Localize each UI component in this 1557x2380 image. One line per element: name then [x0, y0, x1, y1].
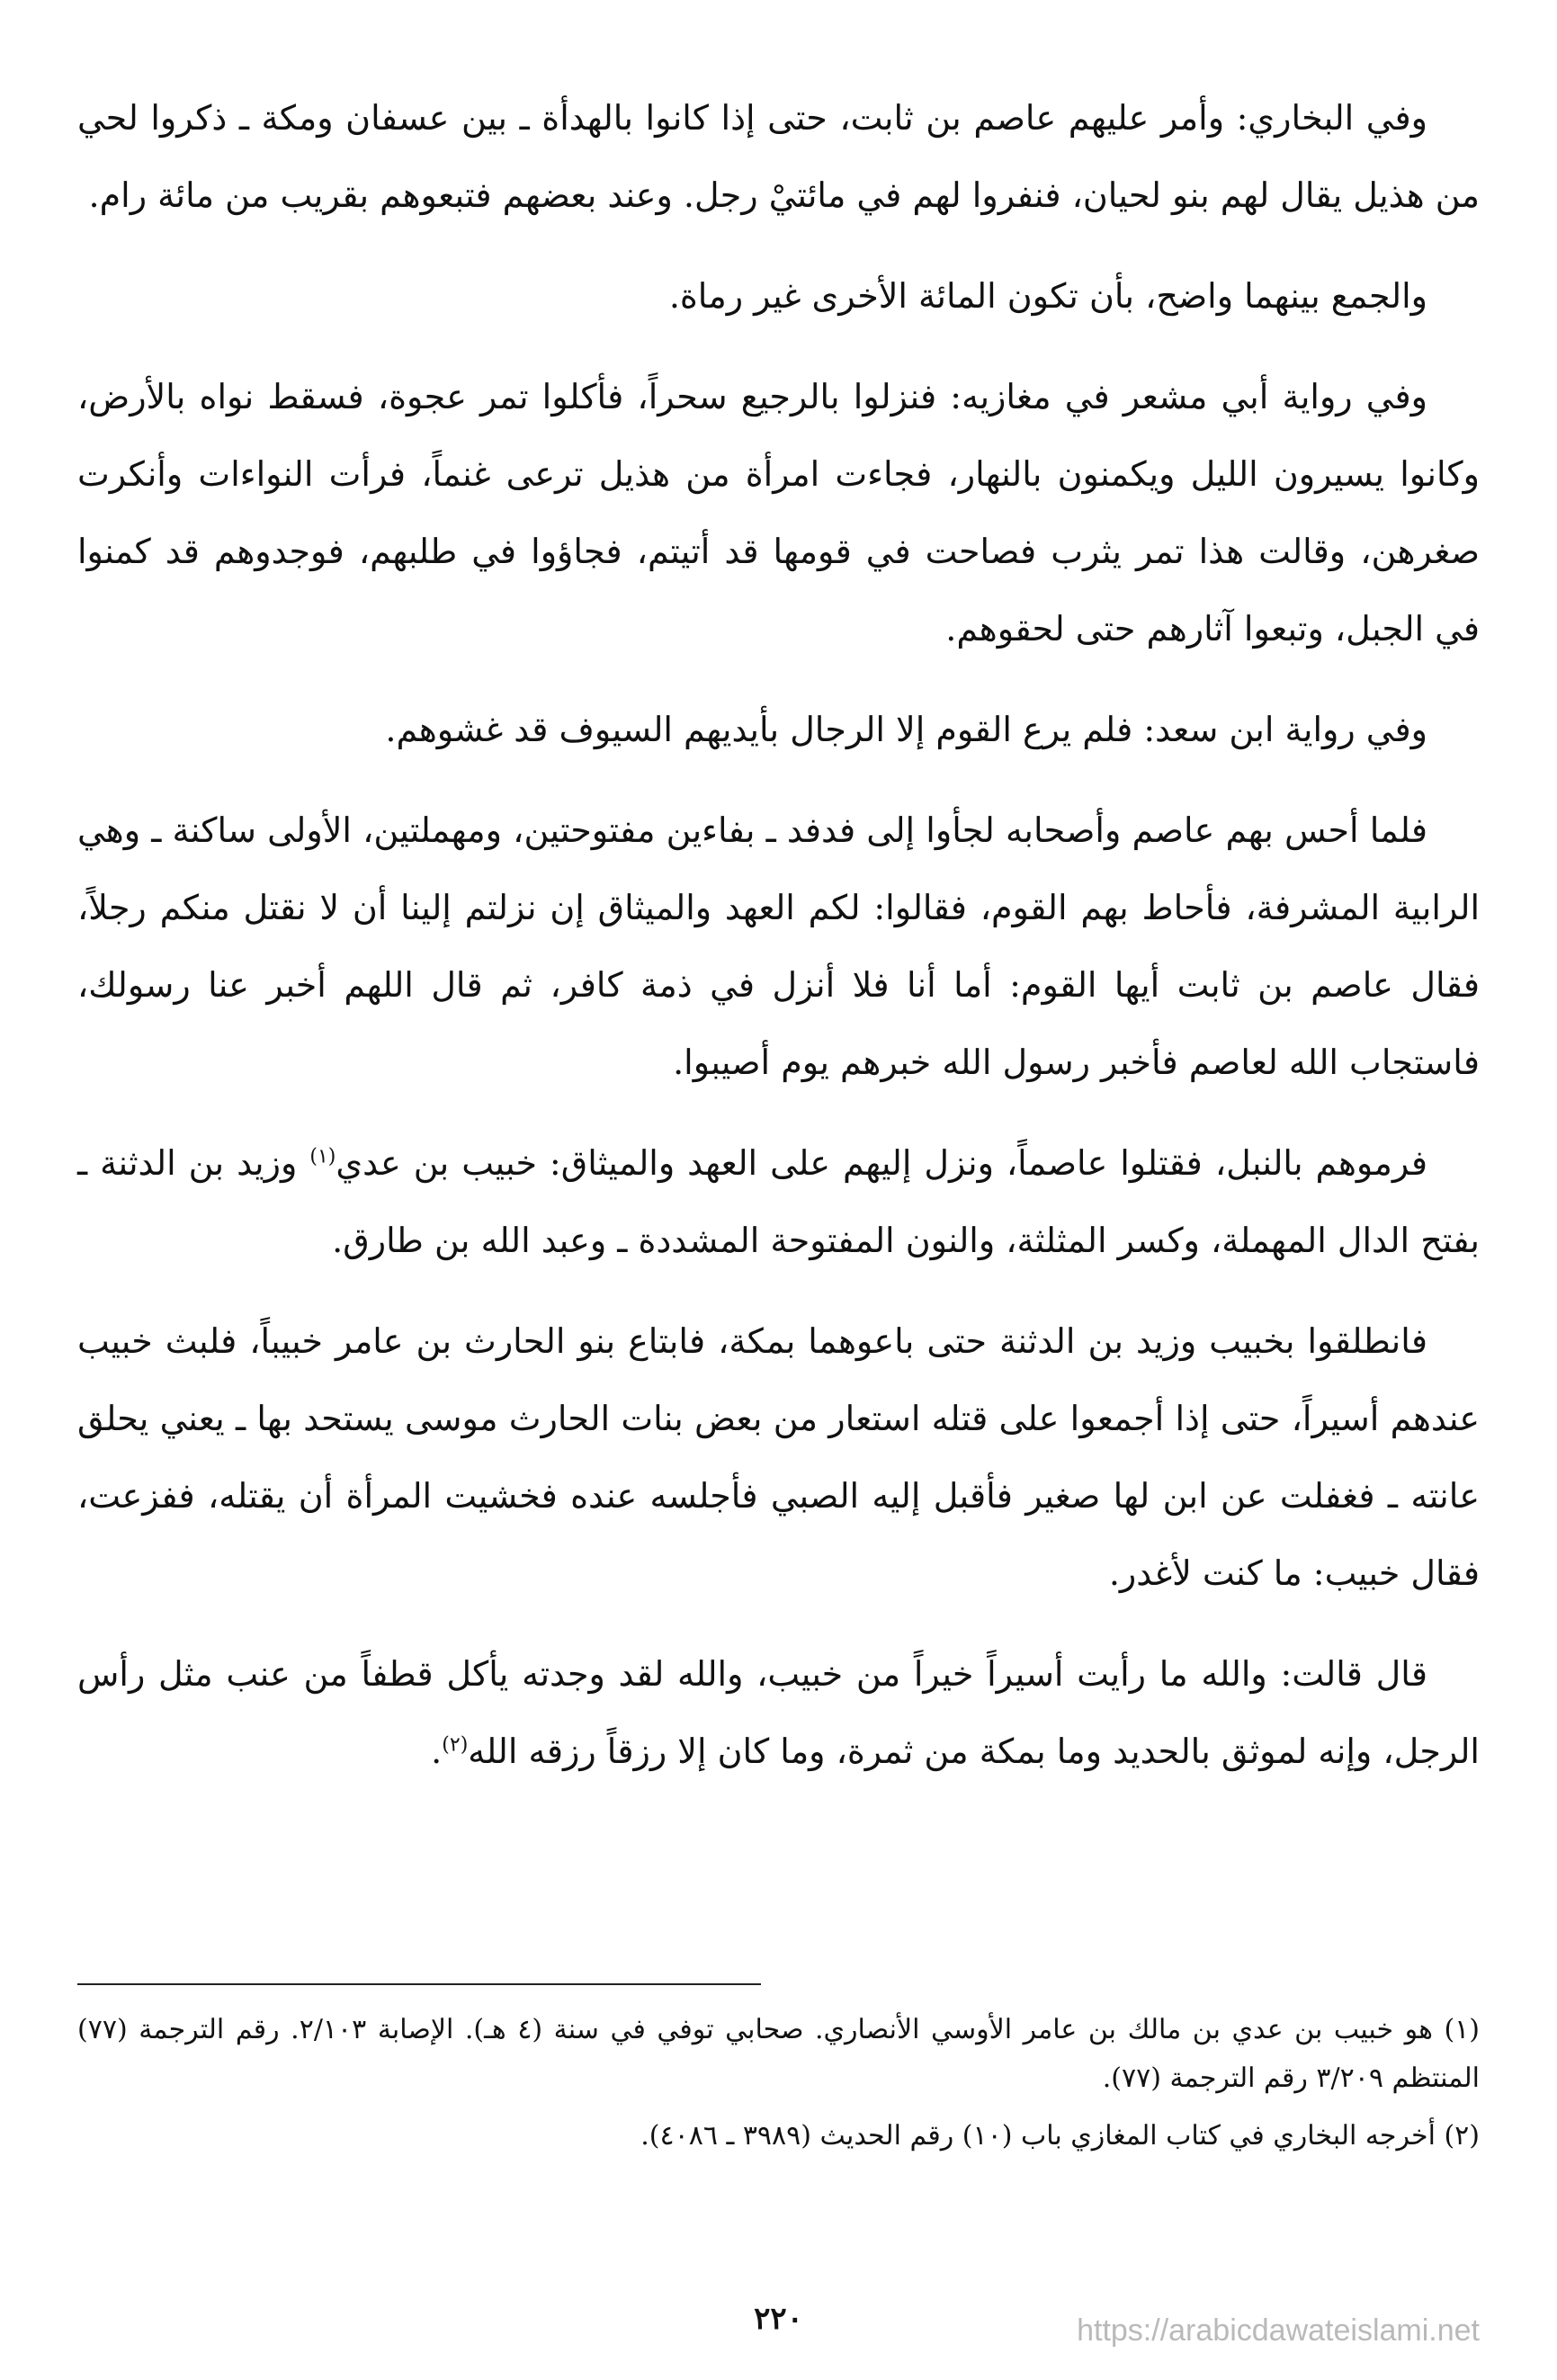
paragraph-bukhari: وفي البخاري: وأمر عليهم عاصم بن ثابت، حتى إذا كانوا بالهدأة ـ بين عسفان ومكة ـ ذكروا لحي من هذيل يقال لهم بنو لحيان، فنفروا لهم في مائتيْ رجل. وعند بعضهم فتبعوهم بقريب من مائة رام.	[77, 98, 1480, 215]
paragraph-ibn-saad: وفي رواية ابن سعد: فلم يرع القوم إلا الرجال بأيديهم السيوف قد غشوهم.	[385, 710, 1427, 749]
paragraph-grapes-text: قال قالت: والله ما رأيت أسيراً خيراً من خبيب، والله لقد وجدته يأكل قطفاً من عنب مثل رأس الرجل، وإنه لموثق بالحديد وما بمكة من ثمرة، وما كان إلا رزقاً رزقه الله	[77, 1654, 1480, 1771]
paragraph-grapes	[77, 1635, 1480, 1790]
paragraph-abu-mashar: وفي رواية أبي مشعر في مغازيه: فنزلوا بالرجيع سحراً، فأكلوا تمر عجوة، فسقط نواه بالأرض، وكانوا يسيرون الليل ويكمنون بالنهار، فجاءت امرأة من هذيل ترعى غنماً، فرأت النواءات وأنكرت صغرهن، وقالت هذا تمر يثرب فصاحت في قومها قد أتيتم، فجاؤوا في طلبهم، فوجدوهم قد كمنوا في الجبل، وتبعوا آثارهم حتى لحقوهم.	[77, 377, 1480, 649]
footnote-2: (٢) أخرجه البخاري في كتاب المغازي باب (١٠) رقم الحديث (٣٩٨٩ ـ ٤٠٨٦).	[640, 2120, 1480, 2152]
paragraph-fadfad: فلما أحس بهم عاصم وأصحابه لجأوا إلى فدفد ـ بفاءين مفتوحتين، ومهملتين، الأولى ساكنة ـ وهي الرابية المشرفة، فأحاط بهم القوم، فقالوا: لكم العهد والميثاق إن نزلتم إلينا أن لا نقتل منكم رجلاً، فقال عاصم بن ثابت أيها القوم: أما أنا فلا أنزل في ذمة كافر، ثم قال اللهم أخبر عنا رسولك، فاستجاب الله لعاصم فأخبر رسول الله خبرهم يوم أصيبوا.	[77, 810, 1480, 1082]
paragraph-khubaib-captured	[77, 1124, 1480, 1279]
footnote-1: (١) هو خبيب بن عدي بن مالك بن عامر الأوسي الأنصاري. صحابي توفي في سنة (٤ هـ). الإصابة ٢/١٠٣. رقم الترجمة (٧٧) المنتظم ٣/٢٠٩ رقم الترجمة (٧٧).	[77, 2014, 1480, 2094]
footnote-divider	[77, 1983, 761, 1985]
footnotes	[77, 2006, 1480, 2170]
footnote-ref-2[interactable]: (٢)	[442, 1733, 469, 1757]
paragraph-grapes-period: .	[431, 1731, 443, 1771]
paragraph-sold-in-makkah: فانطلقوا بخبيب وزيد بن الدثنة حتى باعوهما بمكة، فابتاع بنو الحارث بن عامر خبيباً، فلبث خبيب عندهم أسيراً، حتى إذا أجمعوا على قتله استعار من بعض بنات الحارث موسى يستحد بها ـ يعني يحلق عانته ـ فغفلت عن ابن لها صغير فأقبل إليه الصبي فأجلسه عنده فخشيت المرأة أن يقتله، ففزعت، فقال خبيب: ما كنت لأغدر.	[77, 1321, 1480, 1593]
paragraph-khubaib-text-1: فرموهم بالنبل، فقتلوا عاصماً، ونزل إليهم على العهد والميثاق: خبيب بن عدي	[336, 1143, 1427, 1183]
main-text	[77, 79, 1480, 1790]
paragraph-reconciliation: والجمع بينهما واضح، بأن تكون المائة الأخرى غير رماة.	[668, 276, 1427, 316]
paragraph-khubaib-text-2: وزيد بن الدثنة ـ بفتح الدال المهملة، وكسر المثلثة، والنون المفتوحة المشددة ـ وعبد الله بن طارق.	[77, 1143, 1480, 1260]
footnote-ref-1[interactable]: (١)	[309, 1145, 336, 1168]
watermark-url: https://arabicdawateislami.net	[1077, 2313, 1480, 2348]
page-number: ٢٢٠	[754, 2301, 803, 2337]
